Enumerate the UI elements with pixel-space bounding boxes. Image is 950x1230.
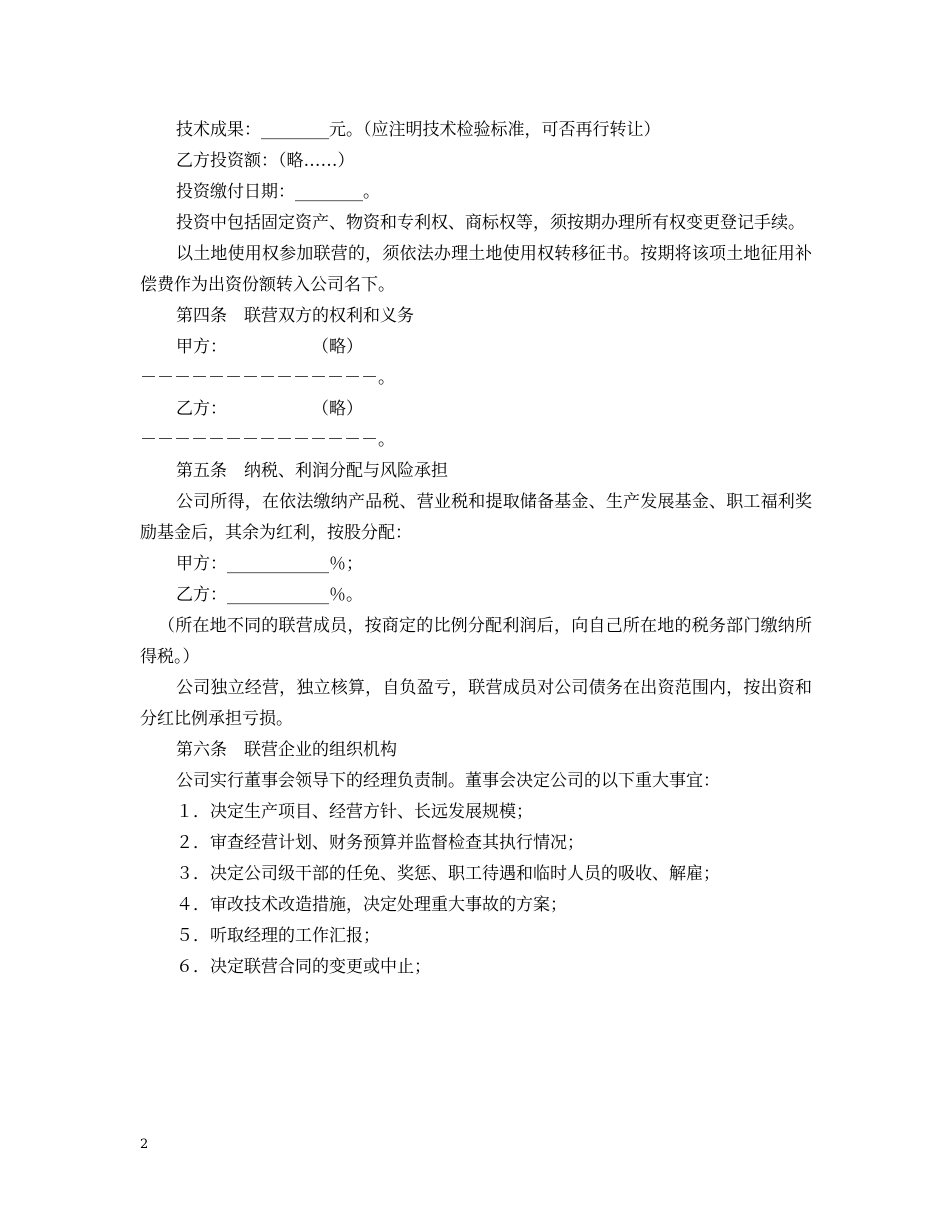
page-number: 2 (140, 1137, 149, 1152)
list-item: ３．决定公司级干部的任免、奖惩、职工待遇和临时人员的吸收、解雇； (176, 864, 720, 884)
paragraph: 第五条 纳税、利润分配与风险承担 (176, 461, 448, 481)
paragraph: 投资中包括固定资产、物资和专利权、商标权等，须按期办理所有权变更登记手续。 (176, 213, 805, 233)
list-item: １．决定生产项目、经营方针、长远发展规模； (176, 802, 533, 822)
list-item: ４．审改技术改造措施，决定处理重大事故的方案； (176, 895, 567, 915)
paragraph: 甲方：____________％； (176, 554, 363, 574)
list-item: ６．决定联营合同的变更或中止； (176, 957, 431, 977)
paragraph: 乙方投资额：（略……） (176, 151, 355, 171)
paragraph: 公司独立经营，独立核算，自负盈亏，联营成员对公司债务在出资范围内，按出资和分红比例承担亏损。 (140, 678, 812, 729)
list-item: ５．听取经理的工作汇报； (176, 926, 380, 946)
paragraph: 第六条 联营企业的组织机构 (176, 740, 397, 760)
paragraph: 公司实行董事会领导下的经理负责制。董事会决定公司的以下重大事宜： (176, 771, 720, 791)
paragraph: 以土地使用权参加联营的，须依法办理土地使用权转移征书。按期将该项土地征用补偿费作为出资份额转入公司名下。 (140, 244, 812, 295)
paragraph: －－－－－－－－－－－－－－。 (140, 430, 395, 450)
paragraph: 甲方： （略） (176, 337, 363, 357)
paragraph: －－－－－－－－－－－－－－。 (140, 368, 395, 388)
document-body (140, 115, 812, 983)
paragraph: （所在地不同的联营成员，按商定的比例分配利润后，向自己所在地的税务部门缴纳所得税。） (140, 616, 812, 667)
paragraph: 投资缴付日期：________。 (176, 182, 380, 202)
paragraph: 乙方： （略） (176, 399, 363, 419)
paragraph: 乙方：____________％。 (176, 585, 363, 605)
paragraph: 公司所得，在依法缴纳产品税、营业税和提取储备基金、生产发展基金、职工福利奖励基金后，其余为红利，按股分配： (140, 492, 812, 543)
paragraph: 技术成果：________元。（应注明技术检验标准，可否再行转让） (176, 120, 661, 140)
list-item: ２．审查经营计划、财务预算并监督检查其执行情况； (176, 833, 584, 853)
paragraph: 第四条 联营双方的权利和义务 (176, 306, 414, 326)
